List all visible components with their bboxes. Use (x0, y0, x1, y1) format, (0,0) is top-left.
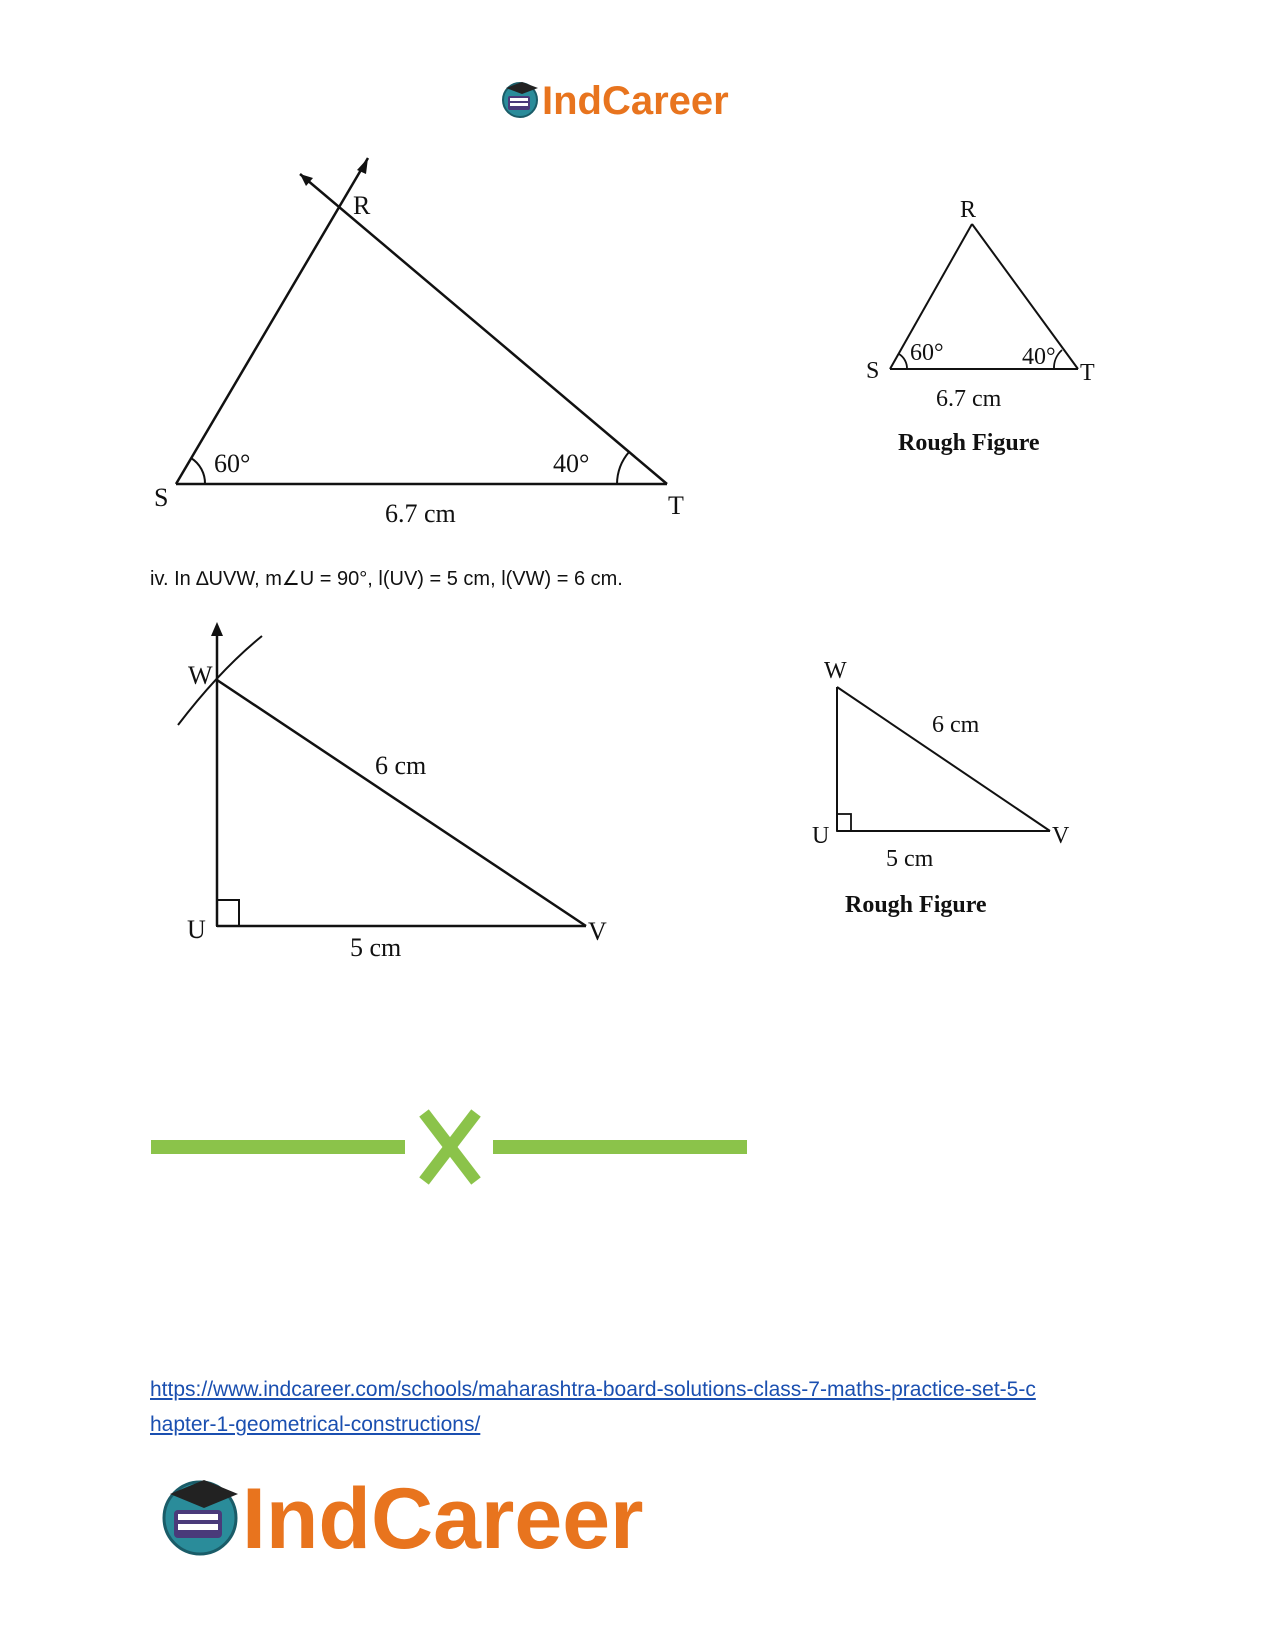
vertex-r-label: R (353, 191, 371, 220)
rough-angle-s-label: 60° (910, 340, 944, 366)
base-length-label: 6.7 cm (385, 499, 456, 528)
rough-side-uv-label: 5 cm (886, 846, 934, 872)
vertex-u-label: U (187, 915, 206, 944)
rough-vertex-s-label: S (866, 358, 880, 384)
angle-s-label: 60° (214, 449, 251, 478)
brand-name: IndCareer (242, 1471, 644, 1567)
rough-vertex-t-label: T (1080, 360, 1095, 386)
vertex-s-label: S (154, 483, 169, 512)
rough-figure-caption: Rough Figure (845, 892, 987, 918)
footer-logo (160, 1470, 700, 1570)
vertex-w-label: W (188, 661, 213, 690)
rough-side-vw-label: 6 cm (932, 712, 980, 738)
source-link-line-1[interactable]: https://www.indcareer.com/schools/maharashtra-board-solutions-class-7-maths-practice-set-5-c (150, 1378, 1036, 1401)
rough-figure-caption: Rough Figure (898, 430, 1040, 456)
rough-vertex-r-label: R (960, 197, 977, 223)
graduation-cap-book-globe-icon (164, 1480, 238, 1554)
rough-vertex-v-label: V (1052, 823, 1070, 849)
side-uv-label: 5 cm (350, 933, 402, 962)
question-text: iv. In ∆UVW, m∠U = 90°, l(UV) = 5 cm, l(VW) = 6 cm. (150, 568, 623, 590)
x-mark-icon (424, 1113, 476, 1181)
brand-name: IndCareer (542, 79, 729, 123)
source-link-line-2[interactable]: hapter-1-geometrical-constructions/ (150, 1413, 481, 1436)
rough-vertex-u-label: U (812, 823, 830, 849)
angle-t-label: 40° (553, 449, 590, 478)
vertex-v-label: V (588, 917, 607, 946)
vertex-t-label: T (668, 491, 684, 520)
rough-base-length-label: 6.7 cm (936, 386, 1002, 412)
rough-vertex-w-label: W (824, 658, 847, 684)
side-vw-label: 6 cm (375, 751, 427, 780)
rough-angle-t-label: 40° (1022, 344, 1056, 370)
section-divider (151, 1113, 747, 1181)
